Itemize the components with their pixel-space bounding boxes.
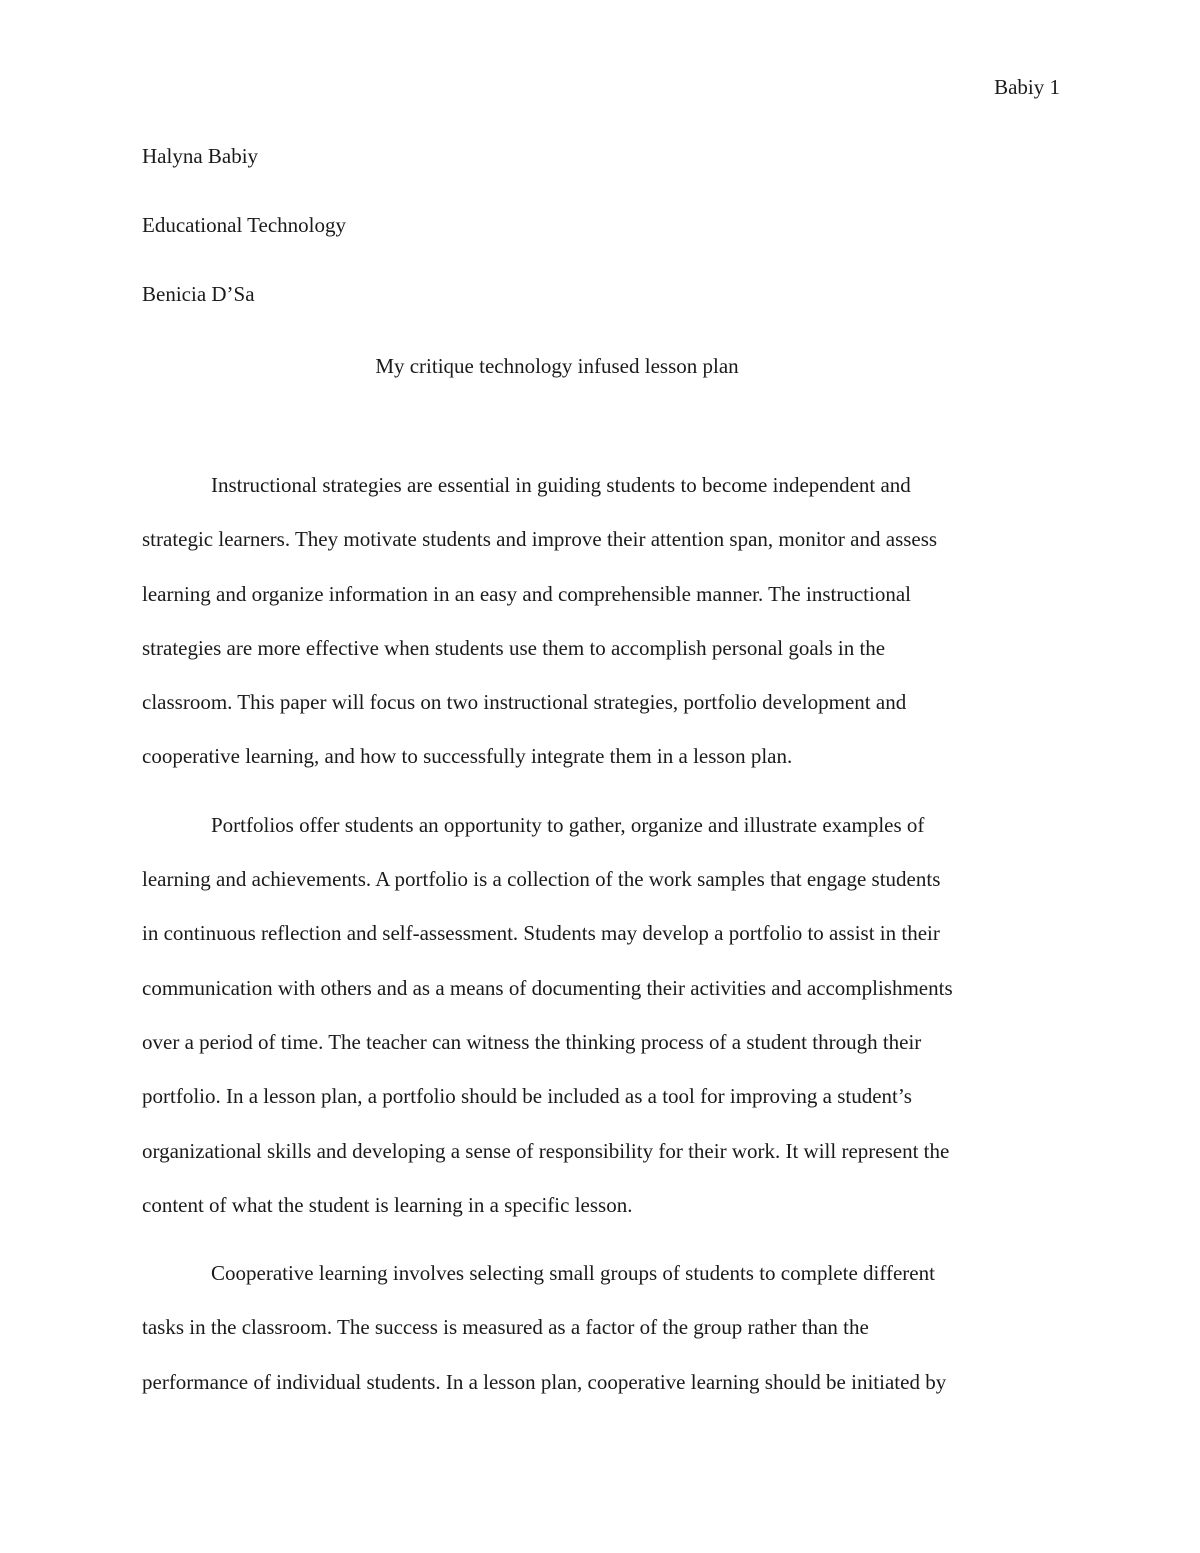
- text-line: organizational skills and developing a sense of responsibility for their work. It will represent the: [142, 1138, 950, 1163]
- heading-block: [142, 141, 1062, 348]
- text-line: Cooperative learning involves selecting small groups of students to complete different: [211, 1261, 935, 1286]
- running-head: Babiy 1: [994, 75, 1060, 99]
- text-line: performance of individual students. In a lesson plan, cooperative learning should be initiated by: [142, 1369, 947, 1394]
- text-line: learning and achievements. A portfolio is a collection of the work samples that engage students: [142, 867, 941, 892]
- author-name: Halyna Babiy: [142, 144, 259, 168]
- text-line: over a period of time. The teacher can witness the thinking process of a student through their: [142, 1029, 922, 1054]
- course-name: Educational Technology: [142, 213, 347, 237]
- paragraph: [142, 798, 1062, 1232]
- paper-title: My critique technology infused lesson plan: [375, 354, 739, 378]
- paragraph: [142, 1246, 1062, 1409]
- text-line: Portfolios offer students an opportunity to gather, organize and illustrate examples of: [211, 812, 925, 837]
- text-line: learning and organize information in an easy and comprehensible manner. The instructional: [142, 581, 911, 606]
- text-line: strategies are more effective when students use them to accomplish personal goals in the: [142, 635, 886, 660]
- text-line: tasks in the classroom. The success is measured as a factor of the group rather than the: [142, 1315, 869, 1340]
- text-line: strategic learners. They motivate students and improve their attention span, monitor and assess: [142, 527, 938, 552]
- text-line: in continuous reflection and self-assessment. Students may develop a portfolio to assist in their: [142, 921, 940, 946]
- paragraph: [142, 458, 1062, 784]
- text-line: portfolio. In a lesson plan, a portfolio should be included as a tool for improving a student’s: [142, 1084, 912, 1109]
- body-text: [142, 458, 1062, 1423]
- instructor-name: Benicia D’Sa: [142, 282, 255, 306]
- text-line: content of what the student is learning in a specific lesson.: [142, 1192, 633, 1217]
- text-line: cooperative learning, and how to successfully integrate them in a lesson plan.: [142, 744, 793, 769]
- text-line: communication with others and as a means of documenting their activities and accomplishments: [142, 975, 953, 1000]
- text-line: Instructional strategies are essential in guiding students to become independent and: [211, 473, 911, 497]
- text-line: classroom. This paper will focus on two instructional strategies, portfolio development and: [142, 690, 907, 715]
